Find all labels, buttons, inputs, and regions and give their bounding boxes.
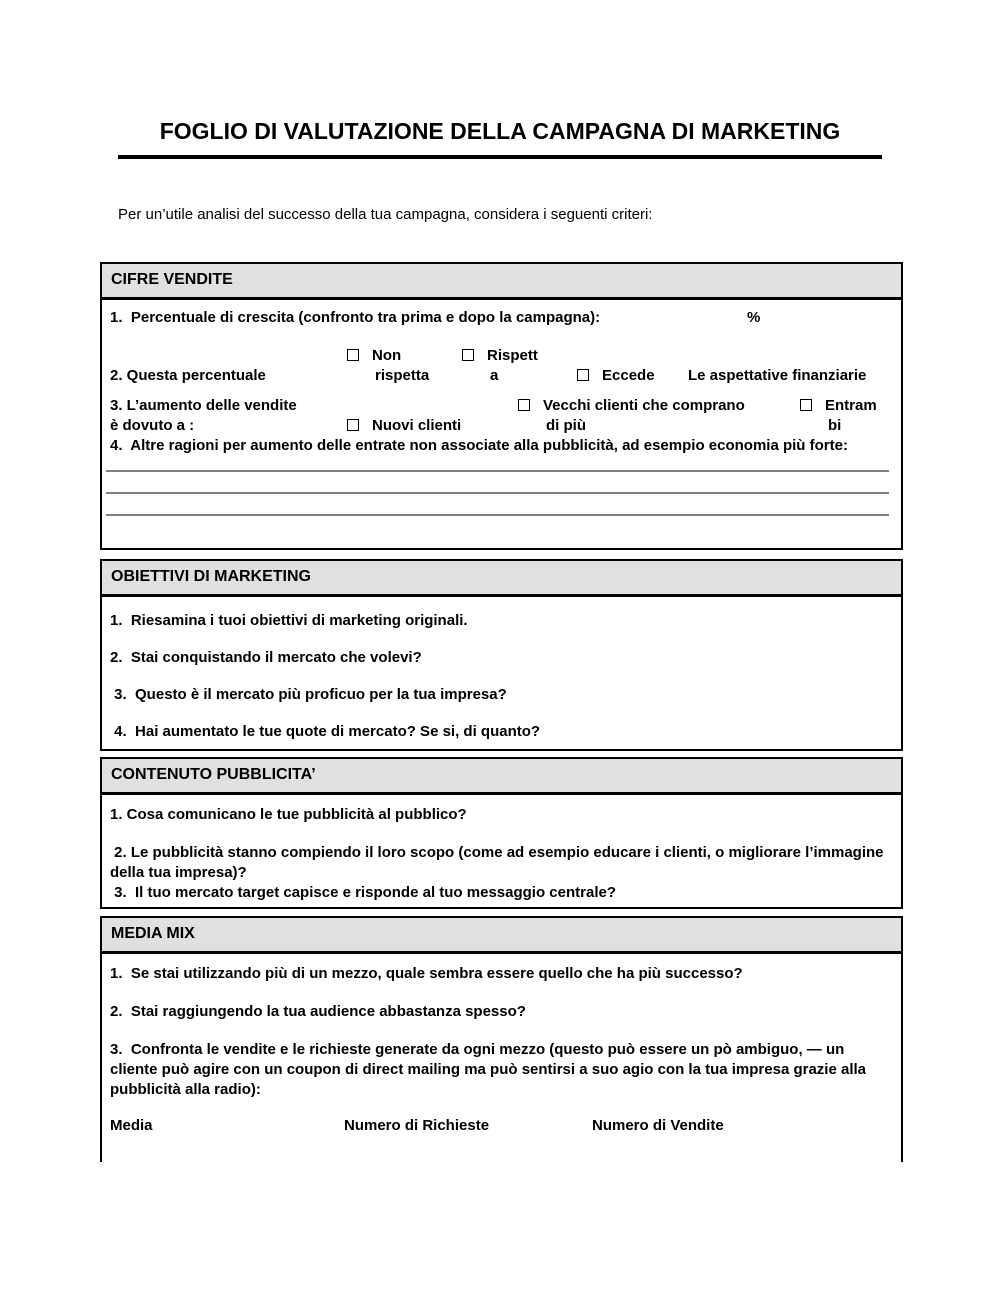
checkbox-eccede-icon[interactable] — [577, 369, 589, 381]
percent-unit-label: % — [747, 309, 761, 326]
title-rule — [118, 155, 882, 159]
section-contenuto-pubblicita — [100, 757, 903, 909]
item-scopo-pubblicita: 2. Le pubblicità stanno compiendo il loro scopo (come ad esempio educare i clienti, o migliorare l’immagine della tua impresa)? — [110, 844, 888, 881]
item-altre-ragioni: 4. Altre ragioni per aumento delle entrate non associate alla pubblicità, ad esempio economia più forte: — [110, 437, 848, 454]
section-header-obiettivi-marketing: OBIETTIVI DI MARKETING — [102, 561, 901, 597]
item-mercato-proficuo: 3. Questo è il mercato più proficuo per la tua impresa? — [110, 686, 507, 703]
media-table-header-row — [110, 1116, 893, 1136]
intro-text: Per un’utile analisi del successo della tua campagna, considera i seguenti criteri: — [118, 206, 653, 223]
item-messaggio-centrale: 3. Il tuo mercato target capisce e risponde al tuo messaggio centrale? — [110, 884, 616, 901]
column-header-numero-richieste: Numero di Richieste — [344, 1117, 490, 1134]
section-media-mix — [100, 916, 903, 1162]
option-entrambi: Entram bi — [800, 396, 877, 436]
section-body-media-mix — [102, 964, 901, 1136]
section-body-cifre-vendite — [102, 308, 901, 516]
section-header-contenuto-pubblicita: CONTENUTO PUBBLICITA’ — [102, 759, 901, 795]
checkbox-nuovi-clienti-icon[interactable] — [347, 419, 359, 431]
item-percentuale-crescita — [110, 308, 893, 328]
item-questa-percentuale — [110, 346, 893, 386]
option-rispetta: Rispett a — [462, 346, 538, 386]
option-vecchi-clienti: Vecchi clienti che comprano di più — [518, 396, 745, 436]
fill-line — [106, 492, 889, 494]
column-header-numero-vendite: Numero di Vendite — [592, 1117, 724, 1134]
item-audience-spesso: 2. Stai raggiungendo la tua audience abbastanza spesso? — [110, 1003, 526, 1020]
column-header-media: Media — [110, 1117, 153, 1134]
option-non-rispetta: Non rispetta — [347, 346, 429, 386]
section-cifre-vendite — [100, 262, 903, 550]
item-mezzo-successo: 1. Se stai utilizzando più di un mezzo, quale sembra essere quello che ha più successo? — [110, 965, 743, 982]
fill-line — [106, 514, 889, 516]
item-text: 1. Percentuale di crescita (confronto tra prima e dopo la campagna): — [110, 309, 601, 326]
item-quote-mercato: 4. Hai aumentato le tue quote di mercato? Se si, di quanto? — [110, 723, 541, 740]
option-nuovi-clienti: Nuovi clienti — [347, 416, 461, 436]
fill-line — [106, 470, 889, 472]
item-suffix-aspettative: Le aspettative finanziarie — [688, 367, 867, 384]
item-conquistando-mercato: 2. Stai conquistando il mercato che volevi? — [110, 649, 422, 666]
checkbox-rispetta-icon[interactable] — [462, 349, 474, 361]
document-title: FOGLIO DI VALUTAZIONE DELLA CAMPAGNA DI MARKETING — [159, 118, 841, 144]
section-body-obiettivi-marketing — [102, 611, 901, 742]
section-header-media-mix: MEDIA MIX — [102, 918, 901, 954]
item-label: 2. Questa percentuale — [110, 367, 266, 384]
section-body-contenuto-pubblicita — [102, 805, 901, 903]
checkbox-vecchi-clienti-icon[interactable] — [518, 399, 530, 411]
section-obiettivi-marketing — [100, 559, 903, 751]
checkbox-entrambi-icon[interactable] — [800, 399, 812, 411]
item-riesamina-obiettivi: 1. Riesamina i tuoi obiettivi di marketing originali. — [110, 612, 468, 629]
item-aumento-vendite — [110, 396, 893, 436]
option-eccede: Eccede — [577, 366, 655, 386]
section-header-cifre-vendite: CIFRE VENDITE — [102, 264, 901, 300]
item-cosa-comunicano: 1. Cosa comunicano le tue pubblicità al pubblico? — [110, 806, 467, 823]
item-label: 3. L’aumento delle vendite è dovuto a : — [110, 397, 297, 434]
checkbox-non-rispetta-icon[interactable] — [347, 349, 359, 361]
item-confronta-vendite: 3. Confronta le vendite e le richieste generate da ogni mezzo (questo può essere un pò ambiguo, — un cliente può agire con un coupon di direct mailing ma può sentirsi a suo agio con la tua impresa grazie alla pubblicità alla radio): — [110, 1041, 871, 1098]
